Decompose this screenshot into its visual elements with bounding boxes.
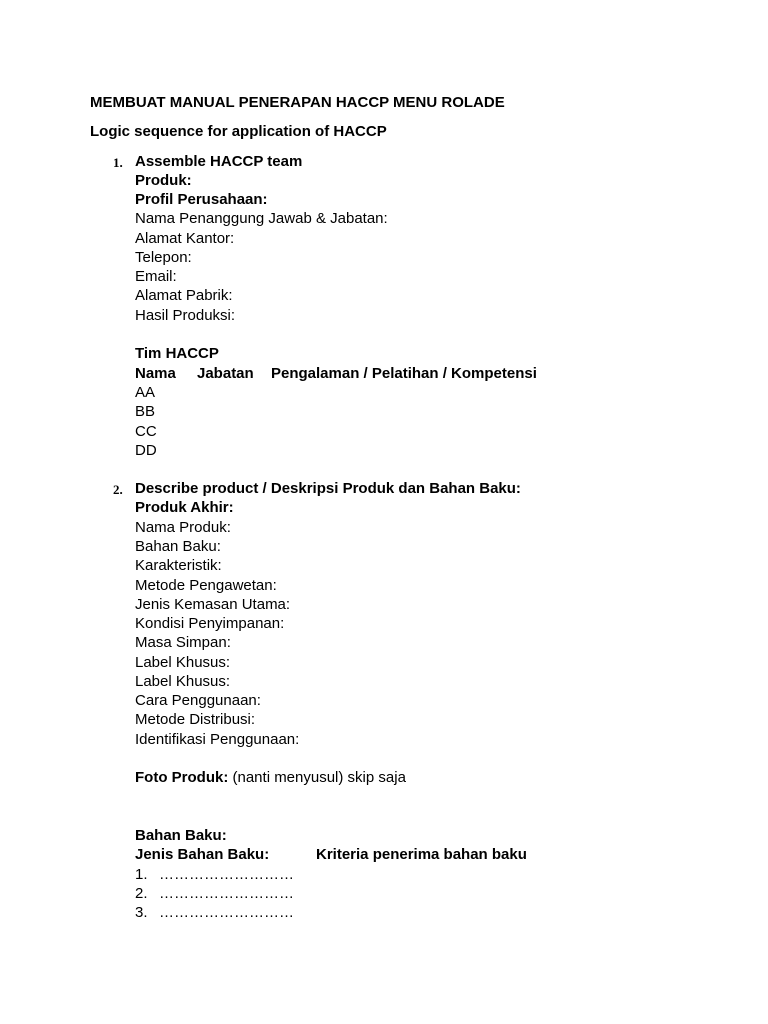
section2-number: 2.: [113, 482, 123, 497]
section1-heading: Assemble HACCP team: [135, 153, 303, 170]
bahan-column-kriteria: Kriteria penerima bahan baku: [316, 846, 527, 863]
product-field: Cara Penggunaan:: [135, 692, 261, 709]
company-field: Alamat Pabrik:: [135, 287, 233, 304]
company-field: Telepon:: [135, 249, 192, 266]
produk-label: Produk:: [135, 172, 192, 189]
team-member: DD: [135, 442, 157, 459]
team-column-nama: Nama: [135, 365, 176, 382]
team-member: AA: [135, 384, 156, 401]
produk-akhir-label: Produk Akhir:: [135, 499, 234, 516]
product-field: Karakteristik:: [135, 557, 222, 574]
product-field: Bahan Baku:: [135, 538, 221, 555]
team-member: BB: [135, 403, 156, 420]
foto-produk-label: Foto Produk:: [135, 769, 229, 786]
company-field: Alamat Kantor:: [135, 230, 235, 247]
bahan-column-jenis: Jenis Bahan Baku:: [135, 846, 270, 863]
product-field: Nama Produk:: [135, 519, 231, 536]
product-field: Kondisi Penyimpanan:: [135, 615, 285, 632]
bahan-item-dots: ………………………: [159, 904, 294, 921]
product-field: Label Khusus:: [135, 654, 231, 671]
team-heading: Tim HACCP: [135, 345, 219, 362]
section1-number: 1.: [113, 155, 123, 170]
foto-produk-note: (nanti menyusul) skip saja: [232, 769, 406, 786]
product-field: Identifikasi Penggunaan:: [135, 731, 300, 748]
product-field: Jenis Kemasan Utama:: [135, 596, 291, 613]
company-field: Nama Penanggung Jawab & Jabatan:: [135, 210, 388, 227]
section2-heading: Describe product / Deskripsi Produk dan Bahan Baku:: [135, 480, 521, 497]
document-title: MEMBUAT MANUAL PENERAPAN HACCP MENU ROLADE: [90, 94, 505, 111]
bahan-item-number: 1.: [135, 866, 148, 883]
product-field: Metode Pengawetan:: [135, 577, 277, 594]
bahan-item-dots: ………………………: [159, 885, 294, 902]
bahan-item-number: 3.: [135, 904, 148, 921]
team-column-jabatan: Jabatan: [197, 365, 254, 382]
product-field: Metode Distribusi:: [135, 711, 256, 728]
bahan-item-dots: ………………………: [159, 866, 294, 883]
bahan-item-number: 2.: [135, 885, 148, 902]
profil-perusahaan-label: Profil Perusahaan:: [135, 191, 268, 208]
product-field: Masa Simpan:: [135, 634, 231, 651]
bahan-baku-label: Bahan Baku:: [135, 827, 227, 844]
company-field: Email:: [135, 268, 177, 285]
foto-produk-line: [135, 768, 406, 787]
document-subtitle: Logic sequence for application of HACCP: [90, 123, 387, 140]
product-field: Label Khusus:: [135, 673, 231, 690]
team-member: CC: [135, 423, 157, 440]
company-field: Hasil Produksi:: [135, 307, 236, 324]
team-column-pengalaman: Pengalaman / Pelatihan / Kompetensi: [271, 365, 537, 382]
